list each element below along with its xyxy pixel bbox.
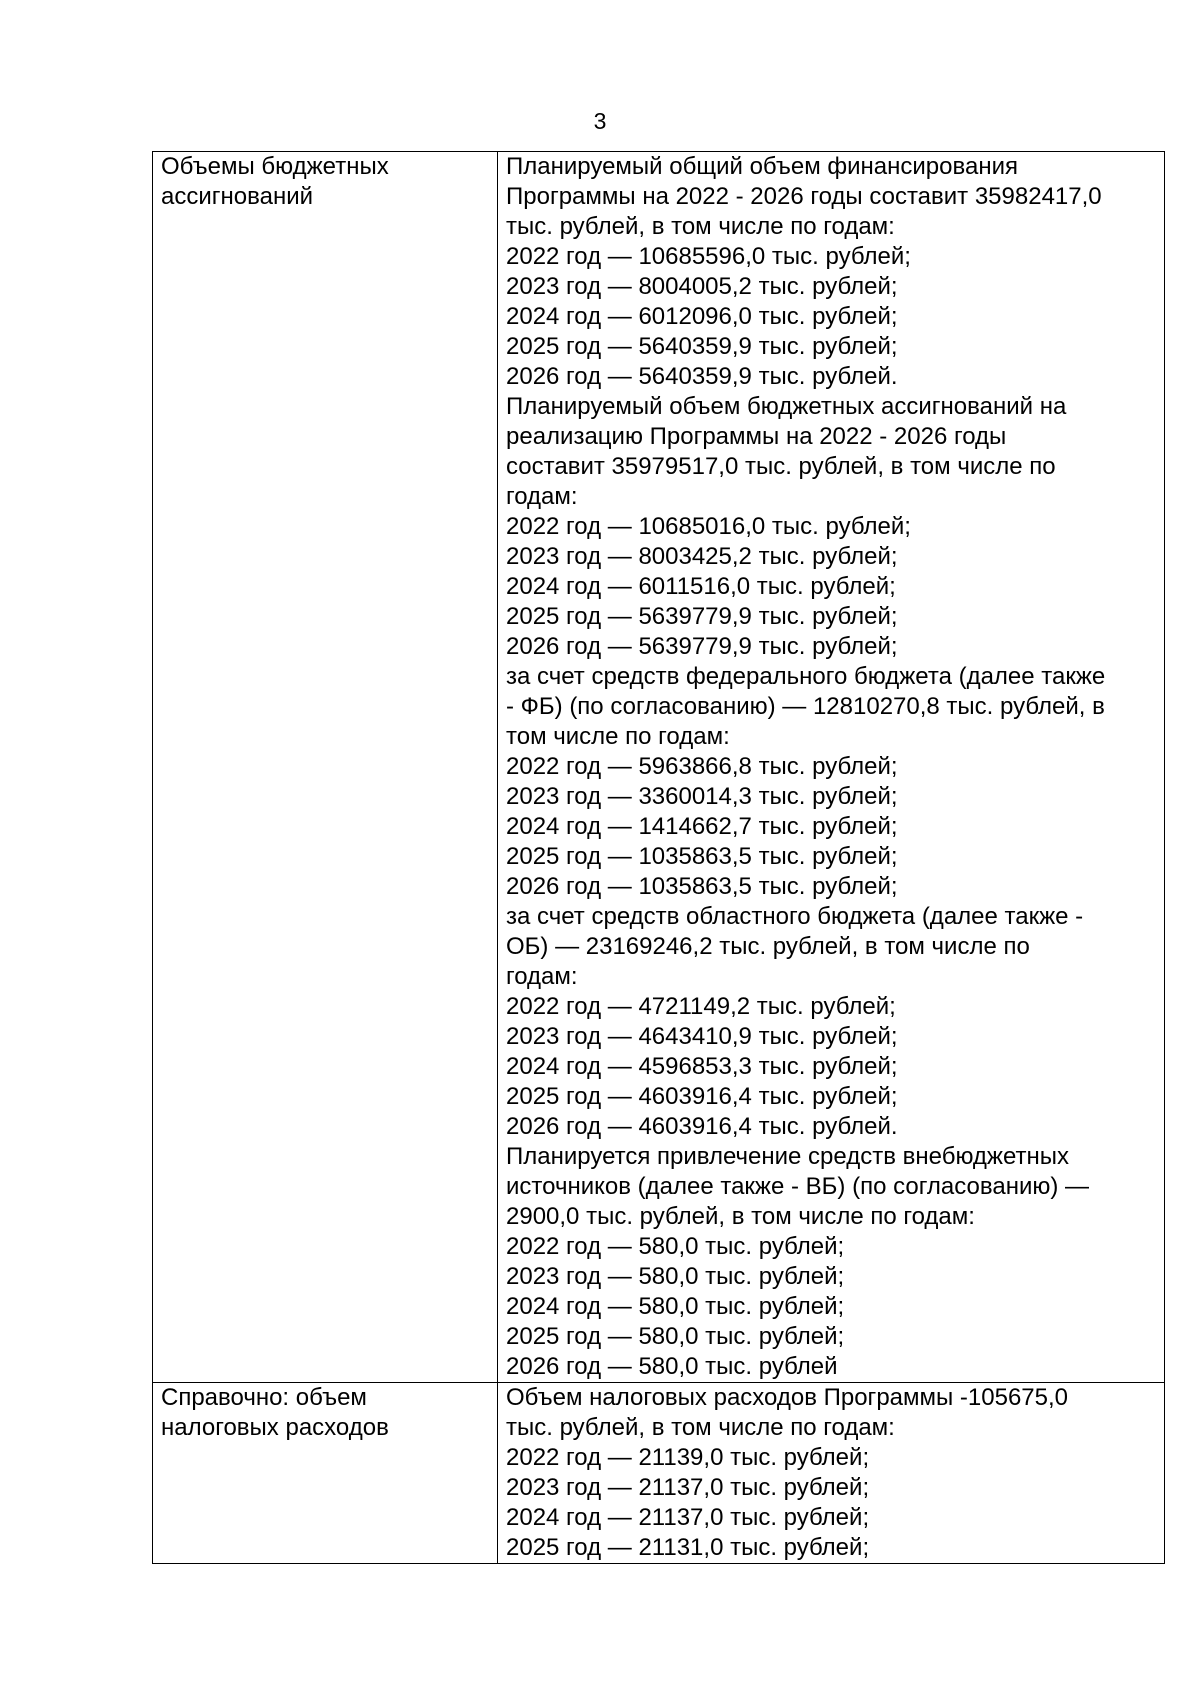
row-content-line: реализацию Программы на 2022 - 2026 годы <box>506 423 1007 450</box>
row-content-line: том числе по годам: <box>506 723 730 750</box>
row-content-line: 2026 год — 5640359,9 тыс. рублей. <box>506 363 898 390</box>
row-content-line: 2025 год — 21131,0 тыс. рублей; <box>506 1534 870 1561</box>
row-content-line: 2026 год — 5639779,9 тыс. рублей; <box>506 633 898 660</box>
row-content-line: за счет средств областного бюджета (далее также - <box>506 903 1084 930</box>
row-label-line: Справочно: объем <box>161 1384 367 1411</box>
row-content-line: 2026 год — 580,0 тыс. рублей <box>506 1353 838 1380</box>
row-content-line: 2024 год — 1414662,7 тыс. рублей; <box>506 813 898 840</box>
row-content-line: составит 35979517,0 тыс. рублей, в том числе по <box>506 453 1056 480</box>
row-content-line: 2023 год — 8003425,2 тыс. рублей; <box>506 543 898 570</box>
row-content-line: 2900,0 тыс. рублей, в том числе по годам: <box>506 1203 975 1230</box>
row-content-line: - ФБ) (по согласованию) — 12810270,8 тыс. рублей, в <box>506 693 1105 720</box>
row-content-line: Программы на 2022 - 2026 годы составит 35982417,0 <box>506 183 1102 210</box>
row-content-line: ОБ) — 23169246,2 тыс. рублей, в том числе по <box>506 933 1030 960</box>
row-content-line: 2022 год — 5963866,8 тыс. рублей; <box>506 753 898 780</box>
row-content-line: 2023 год — 4643410,9 тыс. рублей; <box>506 1023 898 1050</box>
table-body <box>153 152 1165 1564</box>
row-content-line: 2022 год — 10685596,0 тыс. рублей; <box>506 243 911 270</box>
row-content-line: 2026 год — 4603916,4 тыс. рублей. <box>506 1113 898 1140</box>
row-label-cell <box>153 152 498 1383</box>
row-label-cell <box>153 1383 498 1564</box>
row-content-line: тыс. рублей, в том числе по годам: <box>506 1414 895 1441</box>
row-content-line: 2022 год — 21139,0 тыс. рублей; <box>506 1444 870 1471</box>
row-content-line: за счет средств федерального бюджета (далее также <box>506 663 1106 690</box>
row-content-line: 2025 год — 1035863,5 тыс. рублей; <box>506 843 898 870</box>
row-label-line: налоговых расходов <box>161 1414 389 1441</box>
row-content-line: 2025 год — 4603916,4 тыс. рублей; <box>506 1083 898 1110</box>
table-row <box>153 152 1165 1383</box>
row-content-line: 2025 год — 5639779,9 тыс. рублей; <box>506 603 898 630</box>
table-row <box>153 1383 1165 1564</box>
row-content-line: 2023 год — 8004005,2 тыс. рублей; <box>506 273 898 300</box>
row-content-line: годам: <box>506 483 578 510</box>
row-content-line: 2025 год — 580,0 тыс. рублей; <box>506 1323 845 1350</box>
row-label-line: ассигнований <box>161 183 314 210</box>
row-content-line: 2024 год — 580,0 тыс. рублей; <box>506 1293 845 1320</box>
row-label-line: Объемы бюджетных <box>161 153 389 180</box>
budget-passport-table <box>152 151 1165 1564</box>
row-content-cell <box>498 152 1165 1383</box>
row-content-cell <box>498 1383 1165 1564</box>
row-content-line: 2024 год — 4596853,3 тыс. рублей; <box>506 1053 898 1080</box>
row-content-line: Планируемый объем бюджетных ассигнований на <box>506 393 1067 420</box>
row-content-line: 2024 год — 21137,0 тыс. рублей; <box>506 1504 870 1531</box>
row-content-line: Планируемый общий объем финансирования <box>506 153 1018 180</box>
page-number: 3 <box>593 108 607 134</box>
row-content-line: тыс. рублей, в том числе по годам: <box>506 213 895 240</box>
row-content-line: 2024 год — 6011516,0 тыс. рублей; <box>506 573 896 600</box>
row-content-line: 2023 год — 21137,0 тыс. рублей; <box>506 1474 870 1501</box>
row-content-line: Объем налоговых расходов Программы -105675,0 <box>506 1384 1069 1411</box>
row-content-line: 2023 год — 3360014,3 тыс. рублей; <box>506 783 898 810</box>
row-content-line: 2022 год — 4721149,2 тыс. рублей; <box>506 993 896 1020</box>
row-content-line: 2023 год — 580,0 тыс. рублей; <box>506 1263 845 1290</box>
row-content-line: 2026 год — 1035863,5 тыс. рублей; <box>506 873 898 900</box>
row-content-line: 2022 год — 580,0 тыс. рублей; <box>506 1233 845 1260</box>
row-content-line: источников (далее также - ВБ) (по согласованию) — <box>506 1173 1090 1200</box>
row-content-line: 2022 год — 10685016,0 тыс. рублей; <box>506 513 911 540</box>
row-content-line: 2024 год — 6012096,0 тыс. рублей; <box>506 303 898 330</box>
row-content-line: Планируется привлечение средств внебюджетных <box>506 1143 1070 1170</box>
row-content-line: 2025 год — 5640359,9 тыс. рублей; <box>506 333 898 360</box>
row-content-line: годам: <box>506 963 578 990</box>
